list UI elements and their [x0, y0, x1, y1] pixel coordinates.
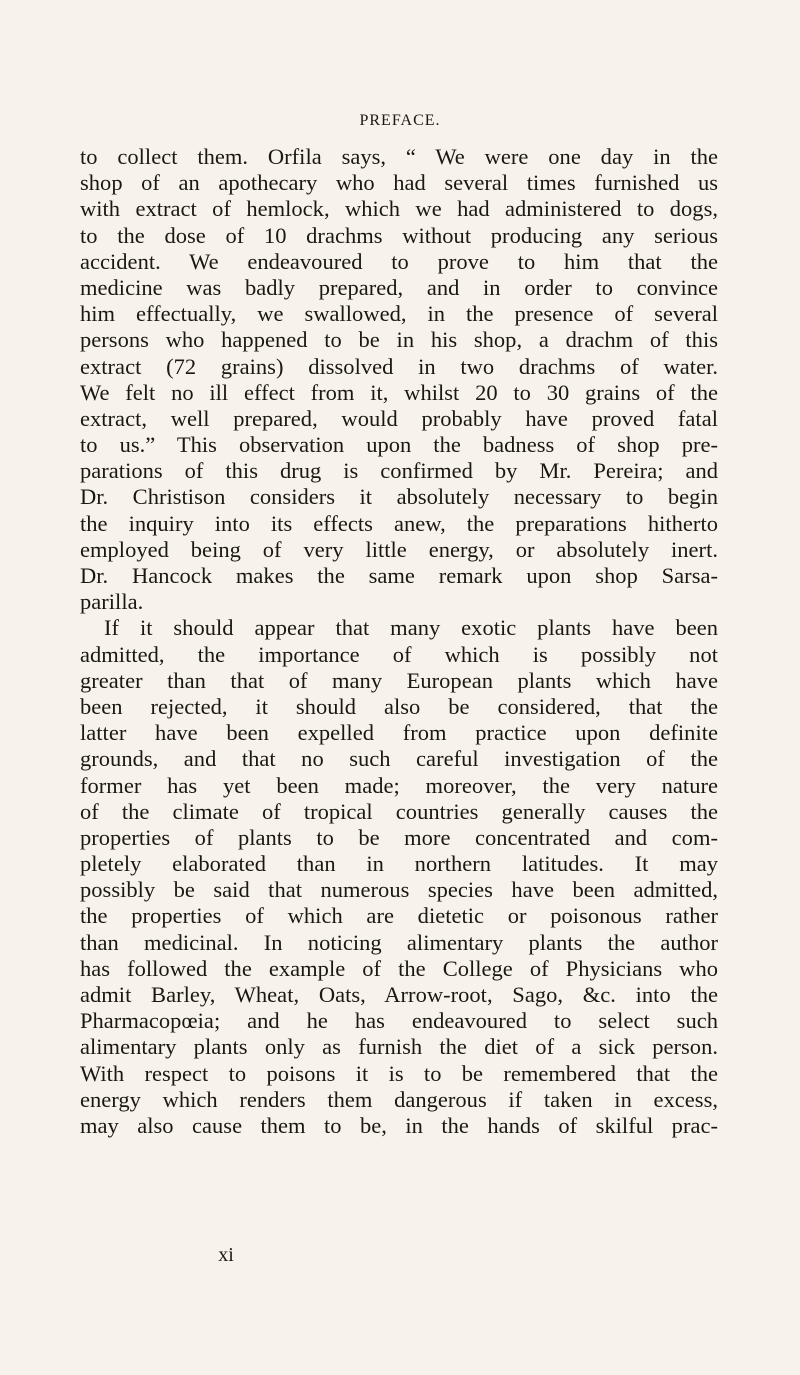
text-line: properties of plants to be more concentrated and com- [80, 824, 718, 850]
text-line: grounds, and that no such careful investigation of the [80, 746, 718, 772]
text-line: accident. We endeavoured to prove to him that the [80, 248, 718, 274]
text-line: extract, well prepared, would probably have proved fatal [80, 405, 718, 431]
text-line: Dr. Hancock makes the same remark upon shop Sarsa- [80, 563, 718, 588]
running-head: PREFACE. [359, 112, 441, 129]
text-line: been rejected, it should also be considered, that the [80, 693, 718, 719]
page-number: xi [218, 1244, 234, 1266]
text-line: energy which renders them dangerous if taken in excess, [80, 1086, 718, 1112]
body-text [80, 144, 718, 1139]
text-line: parilla. [80, 589, 144, 615]
text-line: to us.” This observation upon the badness of shop pre- [80, 432, 718, 458]
text-line: pletely elaborated than in northern latitudes. It may [80, 851, 718, 877]
text-line: admit Barley, Wheat, Oats, Arrow-root, Sago, &c. into the [80, 982, 718, 1007]
text-line: the inquiry into its effects anew, the preparations hitherto [80, 510, 718, 536]
text-line: may also cause them to be, in the hands of skilful prac- [80, 1112, 718, 1138]
text-line: former has yet been made; moreover, the very nature [80, 772, 718, 798]
text-line: persons who happened to be in his shop, a drachm of this [80, 327, 718, 353]
text-line: With respect to poisons it is to be remembered that the [80, 1060, 718, 1086]
text-line: latter have been expelled from practice upon definite [80, 720, 718, 746]
text-line: extract (72 grains) dissolved in two drachms of water. [80, 353, 718, 379]
text-line: We felt no ill effect from it, whilst 20 to 30 grains of the [80, 379, 718, 405]
text-line: than medicinal. In noticing alimentary plants the author [80, 929, 718, 955]
text-line: him effectually, we swallowed, in the presence of several [80, 301, 718, 327]
text-line: admitted, the importance of which is possibly not [80, 641, 718, 667]
text-line: shop of an apothecary who had several times furnished us [80, 170, 718, 196]
text-line: employed being of very little energy, or absolutely inert. [80, 536, 718, 562]
text-line: medicine was badly prepared, and in order to convince [80, 274, 718, 300]
text-line: has followed the example of the College of Physicians who [80, 955, 718, 981]
text-line: the properties of which are dietetic or poisonous rather [80, 903, 718, 929]
text-line: If it should appear that many exotic plants have been [104, 615, 718, 641]
text-line: alimentary plants only as furnish the diet of a sick person. [80, 1034, 718, 1060]
text-line: Dr. Christison considers it absolutely necessary to begin [80, 484, 718, 510]
text-line: greater than that of many European plants which have [80, 667, 718, 693]
text-line: Pharmacopœia; and he has endeavoured to select such [80, 1008, 718, 1034]
text-line: possibly be said that numerous species have been admitted, [80, 877, 718, 903]
text-line: to collect them. Orfila says, “ We were one day in the [80, 144, 718, 169]
text-line: with extract of hemlock, which we had administered to dogs, [80, 196, 718, 222]
text-line: to the dose of 10 drachms without producing any serious [80, 222, 718, 248]
text-line: of the climate of tropical countries generally causes the [80, 798, 718, 824]
text-line: parations of this drug is confirmed by Mr. Pereira; and [80, 458, 718, 484]
